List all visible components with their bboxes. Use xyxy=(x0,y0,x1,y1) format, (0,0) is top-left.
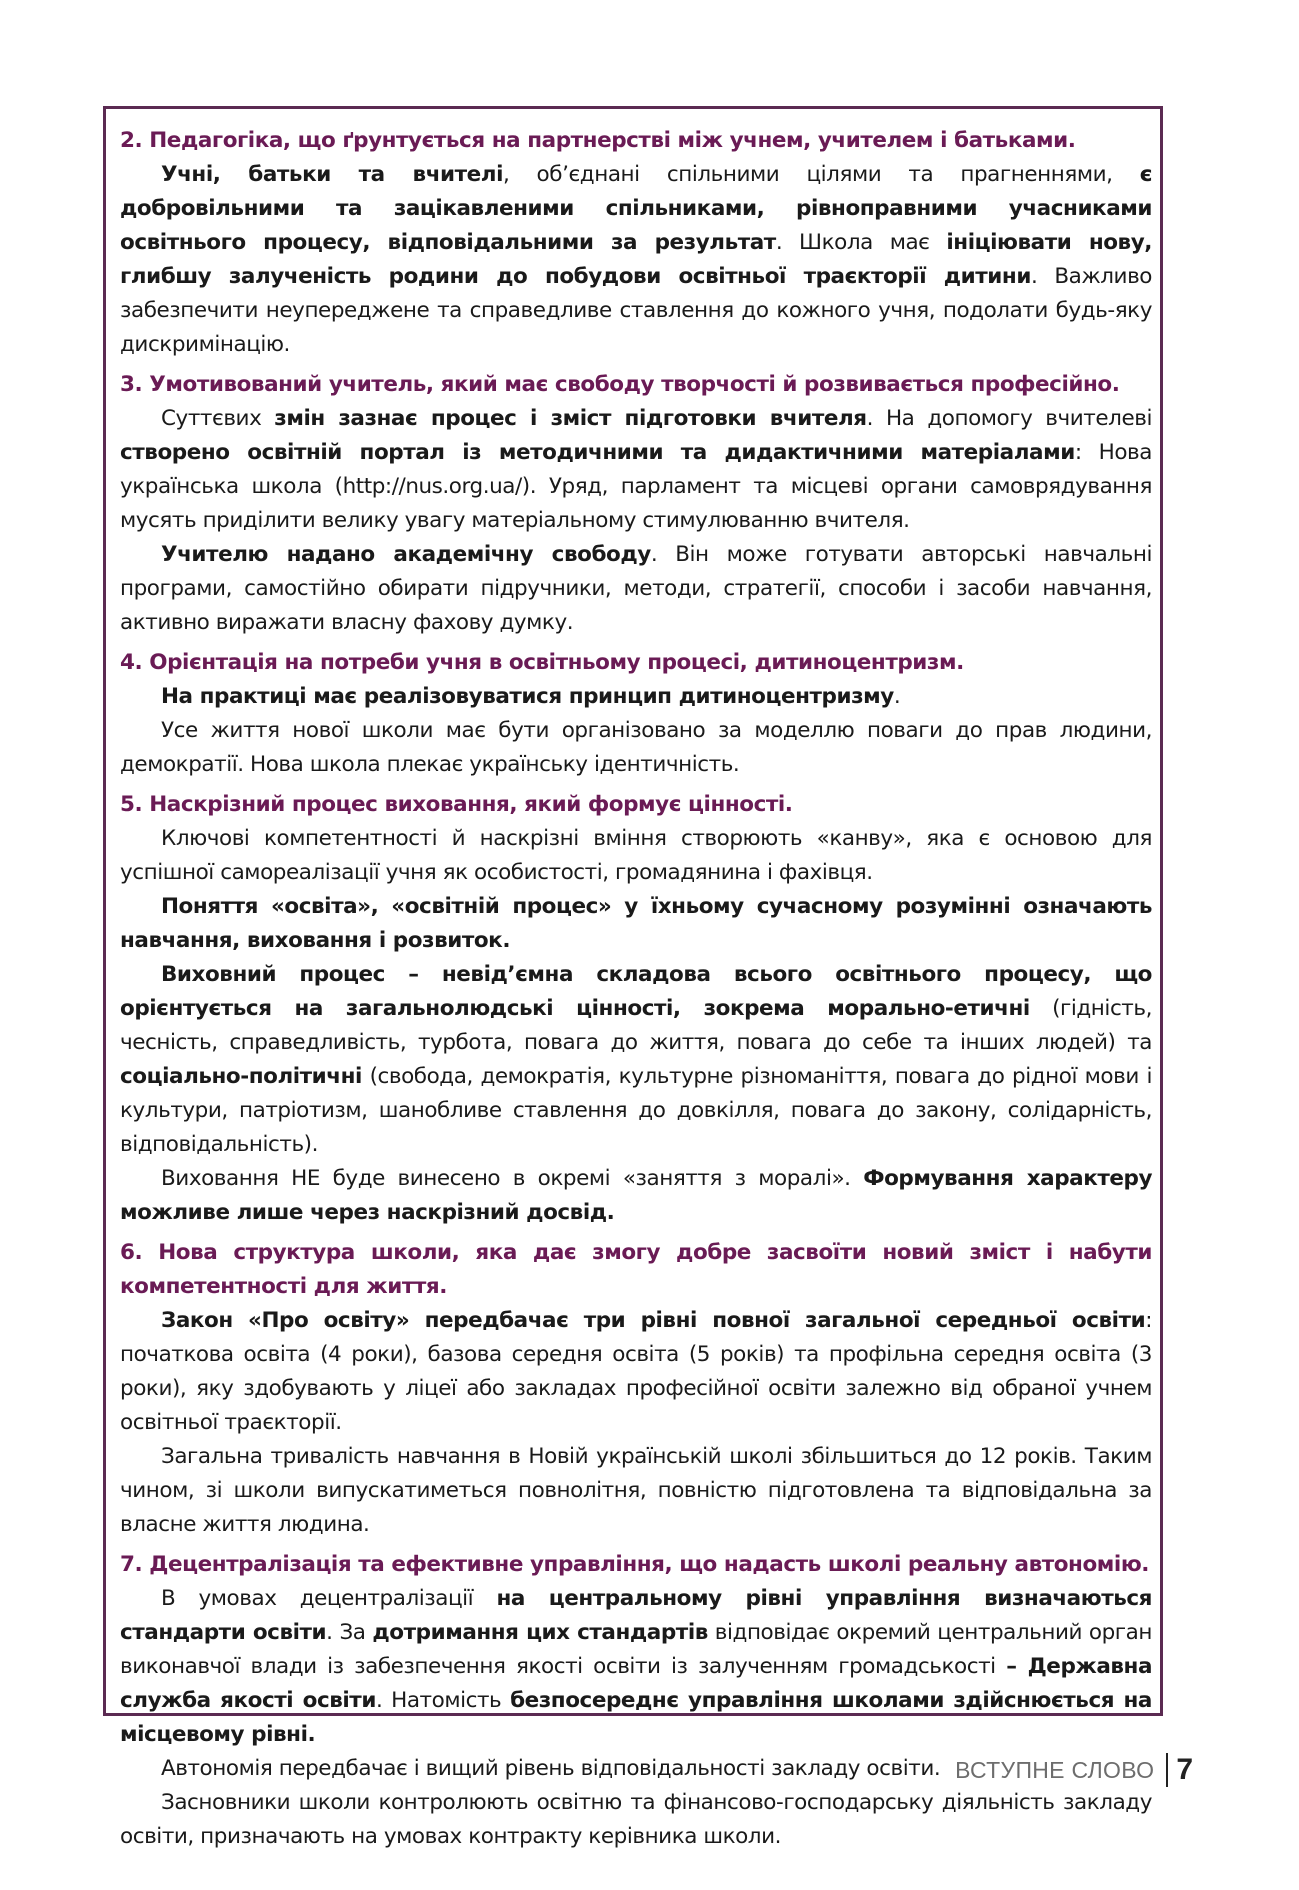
section-7-heading: 7. Децентралізація та ефективне управління, що надасть школі реальну автономію. xyxy=(120,1552,1149,1577)
section-5-paragraph-3: Виховний процес – невід’ємна складова всього освітнього процесу, що орієнтується на загальнолюдські цінності, зокрема морально-етичні (гідність, чесність, справедливість, турбота, повага до життя, повага до себе та інших людей) та соціально-політичні (свобода, демократія, культурне різноманіття, повага до рідної мови і культури, патріотизм, шанобливе ставлення до довкілля, повага до закону, солідарність, відповідальність). xyxy=(120,962,1152,1157)
section-title: ВСТУПНЕ СЛОВО xyxy=(955,1756,1155,1783)
page-number: 7 xyxy=(1176,1753,1193,1786)
section-3-heading: 3. Умотивований учитель, який має свободу творчості й розвивається професійно. xyxy=(120,372,1120,397)
section-7-paragraph-3: Засновники школи контролюють освітню та фінансово-господарську діяльність закладу освіти, призначають на умовах контракту керівника школи. xyxy=(120,1790,1152,1849)
section-3-paragraph-2: Учителю надано академічну свободу. Він може готувати авторські навчальні програми, самостійно обирати підручники, методи, стратегії, способи і засоби навчання, активно виражати власну фахову думку. xyxy=(120,542,1152,635)
page-footer xyxy=(955,1753,1193,1787)
section-6-heading: 6. Нова структура школи, яка дає змогу добре засвоїти новий зміст і набути компетентності для життя. xyxy=(120,1240,1152,1299)
section-2-heading: 2. Педагогіка, що ґрунтується на партнерстві між учнем, учителем і батьками. xyxy=(120,128,1076,153)
section-5-paragraph-2: Поняття «освіта», «освітній процес» у їхньому сучасному розумінні означають навчання, виховання і розвиток. xyxy=(120,894,1152,953)
section-4-heading: 4. Орієнтація на потреби учня в освітньому процесі, дитиноцентризм. xyxy=(120,650,964,675)
section-6-paragraph-1: Закон «Про освіту» передбачає три рівні повної загальної середньої освіти: початкова освіта (4 роки), базова середня освіта (5 років) та профільна середня освіта (3 роки), яку здобувають у ліцеї або закладах професійної освіти залежно від обраної учнем освітньої траєкторії. xyxy=(120,1308,1152,1435)
footer-divider xyxy=(1166,1753,1168,1787)
section-2-paragraph-1: Учні, батьки та вчителі, об’єднані спільними цілями та прагненнями, є добровільними та зацікавленими спільниками, рівноправними учасниками освітнього процесу, відповідальними за результат. Школа має ініціювати нову, глибшу залученість родини до побудови освітньої траєкторії дитини. Важливо забезпечити неупереджене та справедливе ставлення до кожного учня, подолати будь-яку дискримінацію. xyxy=(120,162,1153,357)
section-5-paragraph-4: Виховання НЕ буде винесено в окремі «заняття з моралі». Формування характеру можливе лише через наскрізний досвід. xyxy=(120,1166,1153,1225)
section-4-paragraph-2: Усе життя нової школи має бути організовано за моделлю поваги до прав людини, демократії. Нова школа плекає українську ідентичність. xyxy=(120,718,1152,777)
section-4-paragraph-1: На практиці має реалізовуватися принцип дитиноцентризму. xyxy=(161,684,901,709)
section-7-paragraph-1: В умовах децентралізації на центральному рівні управління визначаються стандарти освіти. За дотримання цих стандартів відповідає окремий центральний орган виконавчої влади із забезпечення якості освіти із залученням громадськості – Державна служба якості освіти. Натомість безпосереднє управління школами здійснюється на місцевому рівні. xyxy=(120,1586,1153,1747)
section-3-paragraph-1: Суттєвих змін зазнає процес і зміст підготовки вчителя. На допомогу вчителеві створено освітній портал із методичними та дидактичними матеріалами: Нова українська школа (http://nus.org.ua/). Уряд, парламент та місцеві органи самоврядування мусять приділити велику увагу матеріальному стимулюванню вчителя. xyxy=(120,406,1153,533)
section-5-heading: 5. Наскрізний процес виховання, який формує цінності. xyxy=(120,792,793,817)
section-5-paragraph-1: Ключові компетентності й наскрізні вміння створюють «канву», яка є основою для успішної самореалізації учня як особистості, громадянина і фахівця. xyxy=(120,826,1152,885)
page-content xyxy=(120,124,1155,1854)
section-6-paragraph-2: Загальна тривалість навчання в Новій українській школі збільшиться до 12 років. Таким чином, зі школи випускатиметься повнолітня, повністю підготовлена та відповідальна за власне життя людина. xyxy=(120,1444,1152,1537)
section-7-paragraph-2: Автономія передбачає і вищий рівень відповідальності закладу освіти. xyxy=(161,1756,941,1781)
